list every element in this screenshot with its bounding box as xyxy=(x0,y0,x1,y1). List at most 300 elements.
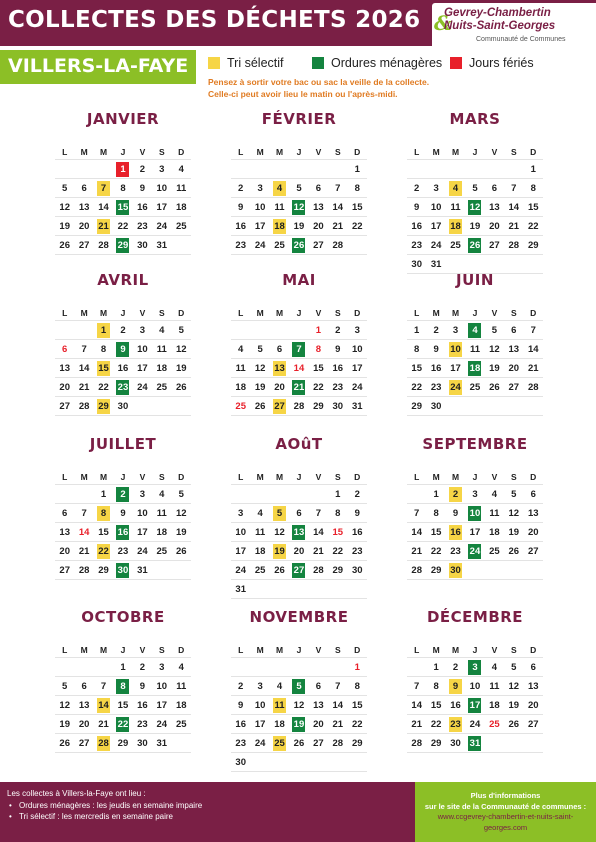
weekday-header: S xyxy=(152,144,171,160)
notice-line-1: Pensez à sortir votre bac ou sac la veille de la collecte. xyxy=(208,77,430,87)
weekday-header: D xyxy=(172,469,191,485)
day-number: 7 xyxy=(335,182,341,194)
day-number: 21 xyxy=(411,718,422,730)
day-cell xyxy=(289,734,308,753)
footer-info-line-2: sur le site de la Communauté de communes : xyxy=(424,801,587,811)
day-cell xyxy=(524,677,543,696)
day-cell xyxy=(172,485,191,504)
day-number: 11 xyxy=(176,680,187,692)
day-number: 22 xyxy=(351,220,363,232)
day-cell xyxy=(504,523,523,542)
day-number: 18 xyxy=(254,545,266,557)
day-empty xyxy=(172,236,191,255)
day-cell xyxy=(55,179,74,198)
day-empty xyxy=(407,658,426,677)
day-cell xyxy=(309,236,328,255)
day-cell xyxy=(289,236,308,255)
day-cell xyxy=(348,378,367,397)
day-number: 27 xyxy=(78,239,90,251)
weekday-header: M xyxy=(270,305,289,321)
day-number: 9 xyxy=(414,201,420,213)
day-number: 29 xyxy=(98,400,109,412)
day-number: 18 xyxy=(469,362,481,374)
day-number: 2 xyxy=(433,324,439,336)
day-cell xyxy=(231,359,250,378)
day-empty xyxy=(270,485,289,504)
day-cell xyxy=(465,485,484,504)
day-cell xyxy=(485,340,504,359)
website-link[interactable]: www.ccgevrey-chambertin-et-nuits-saint- xyxy=(437,812,574,821)
day-cell xyxy=(328,504,347,523)
day-number: 31 xyxy=(430,258,442,270)
month-name: JANVIER xyxy=(86,110,160,128)
day-number: 26 xyxy=(508,545,520,557)
day-cell xyxy=(309,397,328,416)
day-cell xyxy=(74,378,93,397)
day-number: 31 xyxy=(156,737,168,749)
day-cell xyxy=(172,179,191,198)
day-number: 10 xyxy=(137,343,148,355)
day-number: 30 xyxy=(450,564,461,576)
day-cell xyxy=(152,340,171,359)
day-number: 1 xyxy=(433,661,439,673)
day-cell xyxy=(133,561,152,580)
day-number: 16 xyxy=(137,699,148,711)
day-cell xyxy=(250,696,269,715)
day-number: 3 xyxy=(452,324,459,336)
day-number: 14 xyxy=(411,526,422,538)
footer-info xyxy=(7,788,202,823)
day-empty xyxy=(485,397,504,416)
day-number: 28 xyxy=(98,737,109,749)
day-number: 8 xyxy=(354,680,360,692)
weekday-header: L xyxy=(407,469,426,485)
day-number: 21 xyxy=(527,362,539,374)
day-cell xyxy=(289,179,308,198)
day-number: 12 xyxy=(175,507,187,519)
day-number: 4 xyxy=(178,661,184,673)
day-number: 16 xyxy=(332,362,344,374)
day-number: 9 xyxy=(354,507,360,519)
day-number: 20 xyxy=(313,220,324,232)
month-6 xyxy=(55,435,191,580)
month-8 xyxy=(407,435,543,580)
day-number: 16 xyxy=(117,526,129,538)
day-number: 17 xyxy=(156,201,168,213)
day-cell xyxy=(309,321,328,340)
day-number: 28 xyxy=(78,564,90,576)
day-cell xyxy=(172,321,191,340)
day-cell xyxy=(250,561,269,580)
day-number: 29 xyxy=(430,737,442,749)
day-number: 28 xyxy=(78,400,90,412)
weekday-header: D xyxy=(348,144,367,160)
day-number: 26 xyxy=(59,239,70,251)
day-number: 24 xyxy=(235,564,246,576)
day-number: 13 xyxy=(293,526,305,538)
day-empty xyxy=(231,321,250,340)
day-cell xyxy=(348,485,367,504)
day-number: 15 xyxy=(527,201,539,213)
day-number: 20 xyxy=(508,362,520,374)
day-cell xyxy=(328,217,347,236)
day-cell xyxy=(504,321,523,340)
day-cell xyxy=(250,198,269,217)
day-number: 28 xyxy=(332,239,344,251)
day-empty xyxy=(152,397,171,416)
day-number: 12 xyxy=(508,680,520,692)
day-cell xyxy=(328,236,347,255)
legend-item-tri xyxy=(208,56,284,70)
day-number: 10 xyxy=(254,201,266,213)
weekday-header: S xyxy=(328,305,347,321)
day-cell xyxy=(270,734,289,753)
day-cell xyxy=(113,696,132,715)
weekday-header: D xyxy=(524,144,543,160)
day-number: 24 xyxy=(254,737,266,749)
day-number: 31 xyxy=(137,564,148,576)
day-cell xyxy=(465,677,484,696)
day-number: 29 xyxy=(332,564,344,576)
weekday-header: V xyxy=(309,144,328,160)
day-number: 27 xyxy=(59,564,70,576)
day-empty xyxy=(55,485,74,504)
logo xyxy=(432,3,596,49)
day-number: 14 xyxy=(332,201,344,213)
day-number: 1 xyxy=(116,162,129,177)
day-number: 22 xyxy=(117,220,129,232)
commune-banner xyxy=(0,50,196,84)
day-number: 4 xyxy=(178,163,184,175)
day-number: 4 xyxy=(159,488,165,500)
weekday-header: M xyxy=(426,469,445,485)
day-cell xyxy=(524,160,543,179)
weekday-header: V xyxy=(309,469,328,485)
day-cell xyxy=(426,397,445,416)
day-number: 9 xyxy=(452,507,459,519)
day-number: 2 xyxy=(449,487,462,502)
day-cell xyxy=(270,217,289,236)
day-cell xyxy=(113,198,132,217)
day-number: 2 xyxy=(238,680,244,692)
month-9 xyxy=(55,608,191,753)
day-number: 2 xyxy=(116,487,129,502)
day-cell xyxy=(426,523,445,542)
day-cell xyxy=(172,217,191,236)
day-cell xyxy=(426,359,445,378)
day-number: 8 xyxy=(116,679,129,694)
day-empty xyxy=(348,236,367,255)
day-number: 25 xyxy=(274,737,285,749)
day-number: 10 xyxy=(156,680,168,692)
day-cell xyxy=(465,504,484,523)
day-number: 12 xyxy=(293,201,305,213)
weekday-header: M xyxy=(446,642,465,658)
day-cell xyxy=(74,359,93,378)
day-empty xyxy=(152,561,171,580)
day-cell xyxy=(133,696,152,715)
day-cell xyxy=(152,504,171,523)
day-cell xyxy=(426,236,445,255)
day-cell xyxy=(133,542,152,561)
day-number: 13 xyxy=(313,201,324,213)
day-cell xyxy=(465,236,484,255)
day-cell xyxy=(524,696,543,715)
day-number: 25 xyxy=(156,545,168,557)
weekday-header: D xyxy=(348,469,367,485)
day-empty xyxy=(465,561,484,580)
footer-bullet-om: • Ordures ménagères : les jeudis en semaine impaire xyxy=(7,800,202,812)
day-number: 25 xyxy=(274,239,285,251)
website-link-cont[interactable]: georges.com xyxy=(483,822,528,832)
day-cell xyxy=(309,734,328,753)
day-number: 10 xyxy=(351,343,363,355)
day-number: 5 xyxy=(491,324,498,336)
day-number: 9 xyxy=(139,680,146,692)
weekday-header: L xyxy=(55,305,74,321)
day-cell xyxy=(426,321,445,340)
weekday-header: L xyxy=(55,642,74,658)
day-cell xyxy=(250,378,269,397)
day-empty xyxy=(309,658,328,677)
day-number: 11 xyxy=(235,362,246,374)
day-cell xyxy=(133,523,152,542)
month-grid xyxy=(231,305,367,416)
day-number: 22 xyxy=(98,545,109,557)
day-cell xyxy=(348,340,367,359)
page-title: COLLECTES DES DÉCHETS 2026 xyxy=(8,7,421,33)
day-number: 17 xyxy=(450,362,461,374)
day-cell xyxy=(152,658,171,677)
month-7 xyxy=(231,435,367,599)
day-cell xyxy=(270,696,289,715)
day-cell xyxy=(55,397,74,416)
day-cell xyxy=(524,340,543,359)
day-cell xyxy=(504,236,523,255)
day-empty xyxy=(289,485,308,504)
day-empty xyxy=(348,753,367,772)
day-cell xyxy=(152,179,171,198)
day-cell xyxy=(524,378,543,397)
day-empty xyxy=(250,753,269,772)
day-cell xyxy=(465,715,484,734)
month-name: AVRIL xyxy=(97,271,149,289)
day-cell xyxy=(446,542,465,561)
day-cell xyxy=(407,359,426,378)
weekday-header: S xyxy=(328,642,347,658)
month-2 xyxy=(407,110,543,274)
weekday-header: M xyxy=(446,305,465,321)
logo-line-1: Gevrey-Chambertin xyxy=(444,7,551,19)
weekday-header: L xyxy=(407,305,426,321)
day-number: 15 xyxy=(332,526,344,538)
day-cell xyxy=(152,321,171,340)
day-number: 21 xyxy=(293,381,305,393)
day-cell xyxy=(250,217,269,236)
day-number: 22 xyxy=(430,545,442,557)
weekday-header: J xyxy=(465,642,484,658)
day-number: 26 xyxy=(293,239,305,251)
day-empty xyxy=(309,485,328,504)
day-cell xyxy=(250,359,269,378)
weekday-header: J xyxy=(289,469,308,485)
footer-bullet-tri: • Tri sélectif : les mercredis en semaine paire xyxy=(7,811,202,823)
day-cell xyxy=(172,658,191,677)
weekday-header: D xyxy=(348,642,367,658)
day-cell xyxy=(309,696,328,715)
day-cell xyxy=(94,561,113,580)
day-empty xyxy=(74,485,93,504)
day-cell xyxy=(348,359,367,378)
day-cell xyxy=(289,340,308,359)
logo-line-2: Nuits-Saint-Georges xyxy=(444,20,556,32)
day-number: 1 xyxy=(354,163,360,175)
day-cell xyxy=(113,397,132,416)
day-empty xyxy=(504,397,523,416)
weekday-header: V xyxy=(133,469,152,485)
legend-label-ferie: Jours fériés xyxy=(469,56,534,70)
day-empty xyxy=(55,658,74,677)
day-number: 21 xyxy=(332,718,344,730)
day-number: 17 xyxy=(235,545,246,557)
day-empty xyxy=(407,160,426,179)
day-number: 5 xyxy=(178,488,184,500)
day-cell xyxy=(94,198,113,217)
day-number: 3 xyxy=(257,680,263,692)
day-cell xyxy=(231,696,250,715)
day-cell xyxy=(289,378,308,397)
day-number: 25 xyxy=(489,545,500,557)
month-0 xyxy=(55,110,191,255)
day-number: 8 xyxy=(530,182,536,194)
day-cell xyxy=(465,198,484,217)
day-number: 17 xyxy=(137,362,148,374)
month-name: JUILLET xyxy=(89,435,157,453)
day-cell xyxy=(309,217,328,236)
weekday-header: L xyxy=(231,305,250,321)
day-empty xyxy=(504,561,523,580)
day-number: 31 xyxy=(469,737,481,749)
day-empty xyxy=(55,321,74,340)
day-cell xyxy=(465,217,484,236)
day-cell xyxy=(74,542,93,561)
weekday-header: V xyxy=(485,144,504,160)
day-number: 13 xyxy=(274,362,285,374)
day-number: 18 xyxy=(274,718,285,730)
day-empty xyxy=(172,734,191,753)
day-number: 23 xyxy=(351,545,363,557)
day-number: 3 xyxy=(139,324,146,336)
day-number: 27 xyxy=(313,239,324,251)
day-cell xyxy=(309,378,328,397)
day-empty xyxy=(309,753,328,772)
day-cell xyxy=(113,523,132,542)
day-cell xyxy=(524,236,543,255)
day-cell xyxy=(113,561,132,580)
day-cell xyxy=(94,397,113,416)
day-cell xyxy=(133,378,152,397)
day-number: 6 xyxy=(276,343,283,355)
day-cell xyxy=(152,677,171,696)
day-number: 17 xyxy=(351,362,363,374)
day-number: 16 xyxy=(117,362,129,374)
weekday-header: S xyxy=(152,305,171,321)
day-cell xyxy=(309,504,328,523)
day-number: 27 xyxy=(59,400,70,412)
day-cell xyxy=(348,160,367,179)
day-cell xyxy=(172,359,191,378)
day-number: 4 xyxy=(159,324,165,336)
day-cell xyxy=(348,561,367,580)
day-number: 8 xyxy=(433,680,439,692)
month-grid xyxy=(407,642,543,753)
day-cell xyxy=(309,561,328,580)
weekday-header: J xyxy=(113,305,132,321)
day-number: 20 xyxy=(489,220,500,232)
day-cell xyxy=(74,696,93,715)
day-cell xyxy=(172,198,191,217)
day-number: 26 xyxy=(59,737,70,749)
footer-intro: Les collectes à Villers-la-Faye ont lieu : xyxy=(7,789,146,798)
day-number: 11 xyxy=(274,699,285,711)
day-cell xyxy=(524,542,543,561)
day-cell xyxy=(407,236,426,255)
weekday-header: M xyxy=(446,144,465,160)
weekday-header: M xyxy=(74,144,93,160)
header-bar xyxy=(0,0,596,46)
day-cell xyxy=(113,485,132,504)
day-cell xyxy=(113,378,132,397)
day-empty xyxy=(55,160,74,179)
day-number: 3 xyxy=(159,661,165,673)
legend-swatch-om xyxy=(312,57,324,69)
day-number: 2 xyxy=(139,661,146,673)
day-cell xyxy=(231,561,250,580)
weekday-header: J xyxy=(289,305,308,321)
day-cell xyxy=(348,179,367,198)
day-cell xyxy=(289,715,308,734)
day-cell xyxy=(504,198,523,217)
day-cell xyxy=(348,715,367,734)
day-number: 19 xyxy=(175,362,187,374)
day-number: 22 xyxy=(430,718,442,730)
weekday-header: V xyxy=(485,642,504,658)
day-cell xyxy=(504,179,523,198)
day-number: 30 xyxy=(117,400,129,412)
day-number: 13 xyxy=(313,699,324,711)
day-number: 23 xyxy=(117,545,129,557)
day-cell xyxy=(426,198,445,217)
day-cell xyxy=(524,523,543,542)
month-grid xyxy=(231,642,367,772)
day-cell xyxy=(426,542,445,561)
day-cell xyxy=(94,378,113,397)
day-cell xyxy=(152,217,171,236)
day-number: 6 xyxy=(296,507,302,519)
day-cell xyxy=(113,217,132,236)
day-number: 24 xyxy=(450,381,461,393)
day-empty xyxy=(465,397,484,416)
footer-website-box xyxy=(415,782,596,842)
day-number: 1 xyxy=(97,323,110,338)
weekday-header: J xyxy=(289,642,308,658)
day-empty xyxy=(289,753,308,772)
day-empty xyxy=(504,160,523,179)
day-cell xyxy=(407,561,426,580)
day-cell xyxy=(152,542,171,561)
day-cell xyxy=(133,734,152,753)
day-number: 8 xyxy=(120,182,126,194)
